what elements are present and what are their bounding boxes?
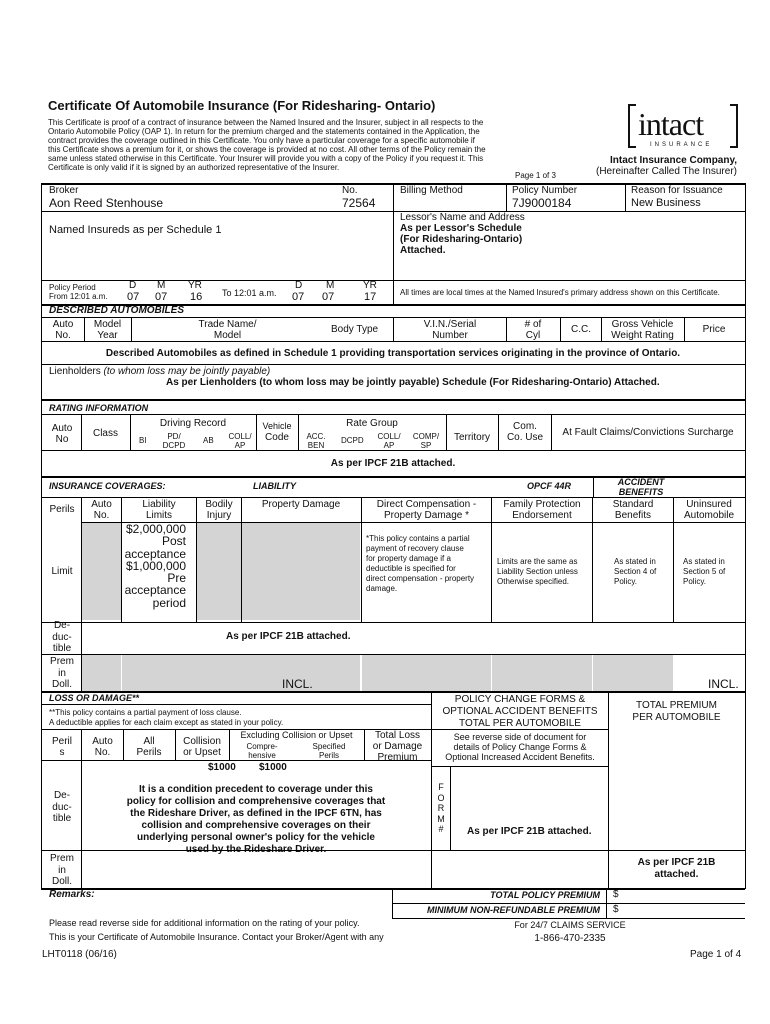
loss-specified-2: Perils [318,751,339,760]
label-line: tible [52,813,72,824]
shade-cell [82,655,121,691]
reverse-note-3: Optional Increased Accident Benefits. [445,752,595,762]
condition-line: policy for collision and comprehensive coverages that [126,796,386,807]
divider [593,476,594,498]
label-line: De- [53,790,71,801]
reverse-side-note: Please read reverse side for additional information on the rating of your policy. [49,918,360,928]
cov-direct-comp: Direct Compensation - [376,499,477,510]
col-model-name: Model [213,330,242,341]
described-autos-note: Described Automobiles as defined in Schedule 1 providing transportation services originating in the province of Ontario. [105,348,681,359]
reason-label: Reason for Issuance [631,185,723,196]
cov-automobile: Automobile [683,510,735,521]
dr-coll-ap: COLL/ AP [228,432,252,451]
shade-cell [492,655,592,691]
loss-excluding: Excluding Collision or Upset [240,730,353,740]
at-fault-surcharge: At Fault Claims/Convictions Surcharge [562,427,734,438]
divider [41,654,745,655]
col-cc: C.C. [571,324,591,335]
rate-group: Rate Group [346,418,398,429]
uninsured-note [683,557,725,587]
loss-note-2: A deductible applies for each claim except as stated in your policy. [49,718,284,727]
rating-ipcf-note: As per IPCF 21B attached. [330,458,456,469]
divider [393,280,394,304]
minimum-premium-value: $ [613,904,619,915]
lessor-line: As per Lessor's Schedule [400,223,522,234]
loss-damage-heading: LOSS OR DAMAGE** [49,693,140,703]
from-m-value: 07 [155,291,168,303]
note-line: *This policy contains a partial [366,534,470,543]
cov-direct-comp-2: Property Damage * [383,510,470,521]
limit-line: Post [161,534,186,549]
col-year: Year [97,330,118,341]
divider [41,414,745,415]
loss-collision-upset: or Upset [183,747,221,758]
intro-line: Ontario Automobile Policy (OAP 1). In return for the premium charged and the statements contained in the Application, the [48,127,480,136]
minimum-premium: MINIMUM NON-REFUNDABLE PREMIUM [427,905,600,915]
claims-phone: 1-866-470-2335 [534,933,606,944]
deductible-ipcf-note: As per IPCF 21B attached. [226,631,351,642]
liability-premium-incl: INCL. [282,677,313,691]
broker-no-value: 72564 [342,196,376,210]
divider [450,766,451,850]
label-line: Prem [50,853,74,864]
cov-property-damage: Property Damage [261,499,341,510]
reverse-note: See reverse side of document for [453,732,587,742]
from-yr-label: YR [188,280,202,291]
label-line: in [58,864,66,876]
loss-total-2: or Damage [372,741,423,752]
col-cyl: # of [524,319,542,330]
loss-note-1: **This policy contains a partial payment of loss clause. [49,708,242,717]
label-line: duc- [52,801,72,813]
cov-liability: Liability [142,499,176,510]
local-time-note: All times are local times at the Named Insured's primary address shown on this Certificate. [400,288,720,297]
footer-page-number: Page 1 of 4 [690,949,742,960]
limit-line: $2,000,000 [125,522,186,536]
divider [81,497,82,691]
divider [41,399,745,401]
direct-comp-note [366,534,474,594]
table-left-border [41,183,42,889]
col-body-type: Body Type [331,324,379,335]
divider [392,918,745,919]
to-yr-label: YR [363,280,377,291]
loss-all: All [143,736,155,747]
lienholders-label: Lienholders (to whom loss may be jointly payable) [49,366,271,377]
limit-line: period [152,595,186,610]
to-d-value: 07 [292,291,305,303]
intro-line: this Certificate shows a premium for it, or shows the coverage is provided at no cost. All other terms of the Policy remain the [48,145,486,154]
vehicle-code: Vehicle [262,421,292,431]
page-title: Certificate Of Automobile Insurance (For Ridesharing- Ontario) [48,98,436,113]
rg-dcpd: DCPD [341,436,364,445]
named-insureds: Named Insureds as per Schedule 1 [49,224,222,236]
divider [745,691,746,889]
lienholders-value: As per Lienholders (to whom loss may be jointly payable) Schedule (For Ridesharing-Ontario) Attached. [166,377,660,388]
broker-no-label: No. [342,185,358,196]
billing-method-label: Billing Method [400,185,463,196]
col-gross-weight: Weight Rating [611,330,674,341]
col-model: Model [93,319,122,330]
com-use: Com. [513,421,537,432]
divider [41,760,431,761]
form-letter: F [438,782,444,792]
rating-auto: Auto [51,423,73,434]
note-line: for property damage if a [366,554,451,563]
note-line: direct compensation - property [366,574,475,583]
loss-total: Total Loss [374,730,421,741]
note-line: Policy. [683,577,706,586]
cov-auto-no: No. [93,510,110,521]
limit-line: $1,000,000 [125,558,186,573]
cov-family-protection: Family Protection [503,499,581,510]
divider [41,341,745,342]
loss-perils: Peril [51,736,72,747]
dr-ab: AB [203,436,214,445]
divider [241,497,242,623]
to-m-value: 07 [322,291,335,303]
from-m-label: M [157,280,166,291]
to-m-label: M [326,280,335,291]
rg-comp-sp: COMP/ SP [412,432,440,451]
loss-all-perils: Perils [136,747,162,758]
label-line: duc- [52,631,72,643]
label-line: Doll. [51,679,72,690]
label-line: tible [52,643,72,654]
policy-period-from: From 12:01 a.m. [49,292,108,301]
intro-line: same unless stated otherwise in this Certificate. Your Insurer will provide you with a copy of the Policy if you request it. This [48,154,484,163]
dr-pd-dcpd: PD/ DCPD [162,432,186,451]
col-auto: Auto [52,319,74,330]
label-line: Prem [50,656,74,667]
total-policy-premium: TOTAL POLICY PREMIUM [490,890,600,900]
to-yr-value: 17 [364,291,377,303]
col-trade-name: Trade Name/ [198,319,257,330]
label-line: Doll. [51,876,72,887]
family-protection-note [497,557,578,587]
liability-heading: LIABILITY [253,481,296,491]
standard-benefits-note [614,557,656,587]
loss-comprehensive: Compre- [246,742,278,751]
rg-acc-ben: ACC. BEN [306,432,326,451]
divider [41,450,745,451]
accident-benefits-heading-2: BENEFITS [618,487,664,497]
shade-cell [593,655,673,691]
page-of-label: Page 1 of 3 [515,171,556,180]
total-premium-auto: TOTAL PREMIUM [636,700,717,711]
loss-total-3: Premium [377,752,418,763]
form-letter: # [438,824,444,834]
lessor-line: Attached. [400,245,446,256]
rating-class: Class [92,428,118,439]
form-ipcf-note: As per IPCF 21B attached. [467,826,592,837]
shade-cell [122,655,360,691]
limit-line: acceptance [124,583,186,598]
note-line: payment of recovery clause [366,544,464,553]
from-yr-value: 16 [190,291,203,303]
cov-perils: Perils [49,504,75,515]
divider [41,704,431,705]
loss-perils-2: s [59,747,65,758]
table-right-border [745,183,746,691]
change-forms-2: OPTIONAL ACCIDENT BENEFITS [442,706,598,717]
from-d-value: 07 [127,291,140,303]
premium-label [43,656,81,691]
intro-line: Certificate is only valid if it is signed by an authorized representative of the Insurer. [48,163,340,172]
total-policy-premium-value: $ [613,889,619,900]
loss-auto: Auto [92,736,113,747]
divider [625,183,626,211]
note-line: deductible is specified for [366,564,456,573]
limit-line: Pre [167,571,186,586]
deductible-1000-a: $1000 [208,762,236,773]
note-line: As stated in [683,557,725,566]
broker-label: Broker [49,185,79,196]
shade-cell [82,523,121,620]
loss-comprehensive-2: hensive [248,751,276,760]
cov-auto: Auto [91,499,112,510]
divider [41,888,745,890]
condition-line: used by the Rideshare Driver. [185,844,327,855]
divider [41,364,745,365]
deductible-1000-b: $1000 [259,762,287,773]
lessor-label: Lessor's Name and Address [400,212,525,223]
premium-ipcf-note-2: attached. [654,869,699,880]
cov-uninsured: Uninsured [686,499,732,510]
form-letter: M [437,813,445,824]
to-d-label: D [295,280,303,291]
divider [393,317,394,341]
driving-record: Driving Record [159,418,227,429]
divider [41,622,745,623]
change-forms: POLICY CHANGE FORMS & [454,694,586,705]
loss-auto-no: No. [94,747,111,758]
shade-cell [362,655,491,691]
liability-limit-values [122,523,186,609]
col-gross: Gross Vehicle [611,319,674,330]
dr-bi: BI [139,436,147,445]
reason-value: New Business [631,197,701,209]
uninsured-premium-incl: INCL. [708,677,739,691]
note-line: Liability Section unless [497,567,578,576]
deductible-label [43,620,81,655]
divider [506,183,507,211]
condition-line: underlying personal owner's policy for the vehicle [137,832,375,843]
shade-cell [242,523,360,620]
cov-limits: Limits [145,510,173,521]
shade-cell [197,523,241,620]
cov-standard: Standard [612,499,654,510]
insurer-name: Intact Insurance Company, [610,155,738,166]
opcf-heading: OPCF 44R [527,481,572,491]
form-id: LHT0118 (06/16) [42,949,117,960]
policy-period-label: Policy Period [49,283,96,292]
from-d-label: D [129,280,137,291]
rating-auto-no: No [55,434,69,445]
loss-collision: Collision [183,736,221,747]
limit-line: acceptance [124,546,186,561]
broker-value: Aon Reed Stenhouse [49,196,164,210]
divider [393,183,394,283]
logo-subtitle: INSURANCE [650,142,713,148]
divider [41,850,745,851]
condition-line: collision and comprehensive coverages on their [141,820,371,831]
form-number-label [434,782,448,835]
note-line: Policy. [614,577,637,586]
loss-specified: Specified [312,742,346,751]
cov-bodily: Bodily [205,499,233,510]
described-automobiles-heading: DESCRIBED AUTOMOBILES [49,305,185,316]
label-line: De- [53,620,71,631]
note-line: Section 5 of [683,567,726,576]
cov-benefits: Benefits [614,510,652,521]
remarks-label: Remarks: [49,889,95,900]
intro-line: This Certificate is proof of a contract of insurance between the Named Insured and the Insurer, subject in all respects to the [48,118,484,127]
divider [41,497,745,498]
note-line: damage. [366,584,398,593]
divider [41,691,745,693]
note-line: Otherwise specified. [497,577,570,586]
loss-deductible-label [43,790,81,825]
note-line: Limits are the same as [497,557,578,566]
certificate-note: This is your Certificate of Automobile Insurance. Contact your Broker/Agent with any [49,932,384,942]
intact-logo [628,104,738,152]
divider [431,766,608,767]
claims-service: For 24/7 CLAIMS SERVICE [514,920,626,930]
rating-info-heading: RATING INFORMATION [49,403,149,413]
cov-endorsement: Endorsement [512,510,572,521]
col-auto-no: No. [55,330,71,341]
divider [392,903,745,904]
rideshare-condition [83,784,429,856]
col-vin: V.I.N./Serial [423,319,477,330]
label-line: in [58,667,66,679]
cov-injury: Injury [206,510,232,521]
form-letter: O [437,792,445,803]
insurer-subtitle: (Hereinafter Called The Insurer) [596,166,737,177]
reverse-note-2: details of Policy Change Forms & [453,742,587,752]
policy-number-value: 7J9000184 [512,196,572,210]
col-cyl-label: Cyl [525,330,541,341]
condition-line: It is a condition precedent to coverage under this [139,784,373,795]
com-use-label: Co. Use [506,432,544,443]
divider [41,211,393,212]
policy-number-label: Policy Number [512,185,578,196]
lessor-line: (For Ridesharing-Ontario) [400,234,523,245]
limit-label: Limit [51,566,73,577]
vehicle-code-label: Code [265,432,289,443]
change-forms-3: TOTAL PER AUTOMOBILE [459,718,581,729]
col-vin-number: Number [432,330,468,341]
loss-premium-label [43,853,81,888]
note-line: Section 4 of [614,567,657,576]
condition-line: the Rideshare Driver, as defined in the IPCF 6TN, has [130,808,382,819]
note-line: As stated in [614,557,656,566]
to-label: To 12:01 a.m. [222,288,277,298]
form-letter: R [437,803,445,813]
logo-wordmark: intact [638,106,704,142]
coverages-heading: INSURANCE COVERAGES: [49,481,166,491]
premium-ipcf-note: As per IPCF 21B [637,857,716,868]
col-price: Price [702,324,726,335]
divider [131,317,132,341]
rating-territory: Territory [453,432,491,443]
total-premium-auto-2: PER AUTOMOBILE [632,712,721,723]
rg-coll-ap: COLL/ AP [377,432,401,451]
accident-benefits-heading: ACCIDENT [617,477,665,487]
intro-line: contract provides the coverage outlined in this Certificate. You only have a particular coverage for a specific automobile if [48,136,475,145]
